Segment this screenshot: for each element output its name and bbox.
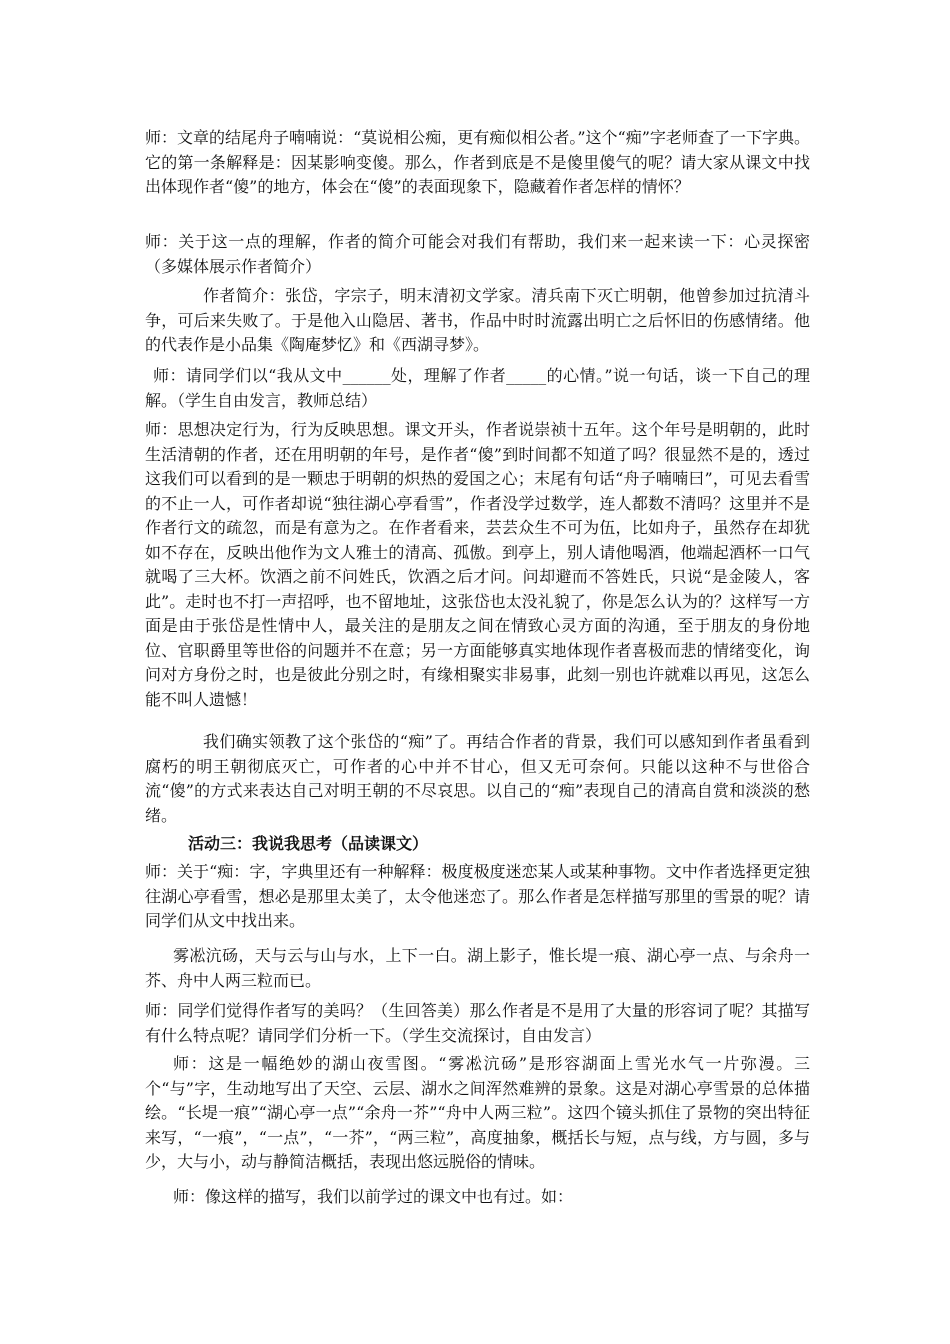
- paragraph-fill-in-prompt: 师：请同学们以“我从文中______处，理解了作者_____的心情。”说一句话，谈一下自己的理解。（学生自由发言，教师总结）: [145, 366, 810, 410]
- paragraph-summary-chi: 我们确实领教了这个张岱的“痴”了。再结合作者的背景，我们可以感知到作者虽看到腐朽的明王朝彻底灭亡，可作者的心中并不甘心，但又无可奈何。只能以这种不与世俗合流“傻”的方式来表达自己对明王朝的不尽哀思。以自己的“痴”表现自己的清高自赏和淡淡的愁绪。: [145, 732, 810, 825]
- paragraph-scene-analysis: 师：这是一幅绝妙的湖山夜雪图。“雾凇沆砀”是形容湖面上雪光水气一片弥漫。三个“与”字，生动地写出了天空、云层、湖水之间浑然难辨的景象。这是对湖心亭雪景的总体描绘。“长堤一痕”“湖心亭一点”“余舟一芥”“舟中人两三粒”。这四个镜头抓住了景物的突出特征来写，“一痕”，“一点”，“一芥”，“两三粒”，高度抽象，概括长与短，点与线，方与圆，多与少，大与小，动与静简洁概括，表现出悠远脱俗的情味。: [145, 1054, 810, 1171]
- paragraph-author-profile: 作者简介：张岱，字宗子，明末清初文学家。清兵南下灭亡明朝，他曾参加过抗清斗争，可后来失败了。于是他入山隐居、著书，作品中时时流露出明亡之后怀旧的伤感情绪。他的代表作是小品集《陶庵梦忆》和《西湖寻梦》。: [145, 286, 810, 354]
- paragraph-teacher-analysis: 师：思想决定行为，行为反映思想。课文开头，作者说崇祯十五年。这个年号是明朝的，此时生活清朝的作者，还在用明朝的年号，是作者“傻”到时间都不知道了吗？很显然不是的，透过这我们可以看到的是一颗忠于明朝的炽热的爱国之心；末尾有句话“舟子喃喃曰”，可见去看雪的不止一人，可作者却说“独往湖心亭看雪”，作者没学过数学，连人都数不清吗？这里并不是作者行文的疏忽，而是有意为之。在作者看来，芸芸众生不可为伍，比如舟子，虽然存在却犹如不存在，反映出他作为文人雅士的清高、孤傲。到亭上，别人请他喝酒，他端起酒杯一口气就喝了三大杯。饮酒之前不问姓氏，饮酒之后才问。问却避而不答姓氏，只说“是金陵人，客此”。走时也不打一声招呼，也不留地址，这张岱也太没礼貌了，你是怎么认为的？这样写一方面是由于张岱是性情中人，最关注的是朋友之间在情致心灵方面的沟通，至于朋友的身份地位、官职爵里等世俗的问题并不在意；另一方面能够真实地体现作者喜极而悲的情绪变化，询问对方身份之时，也是彼此分别之时，有缘相聚实非易事，此刻一别也许就难以再见，这怎么能不叫人遗憾！: [145, 420, 810, 709]
- activity-three-heading: 活动三：我说我思考（品读课文）: [188, 834, 429, 853]
- paragraph-quoted-text: 雾凇沆砀，天与云与山与水，上下一白。湖上影子，惟长堤一痕、湖心亭一点、与余舟一芥、舟中人两三粒而已。: [145, 946, 810, 990]
- paragraph-description-question: 师：同学们觉得作者写的美吗？（生回答美）那么作者是不是用了大量的形容词了呢？其描写有什么特点呢？请同学们分析一下。（学生交流探讨，自由发言）: [145, 1001, 810, 1045]
- paragraph-author-intro-lead: 师：关于这一点的理解，作者的简介可能会对我们有帮助，我们来一起来读一下：心灵探密（多媒体展示作者简介）: [145, 232, 810, 276]
- paragraph-teacher-question-chi: 师：文章的结尾舟子喃喃说：“莫说相公痴，更有痴似相公者。”这个“痴”字老师查了一下字典。它的第一条解释是：因某影响变傻。那么，作者到底是不是傻里傻气的呢？请大家从课文中找出体现作者“傻”的地方，体会在“傻”的表面现象下，隐藏着作者怎样的情怀？: [145, 128, 810, 196]
- paragraph-snow-scene-question: 师：关于“痴：字，字典里还有一种解释：极度极度迷恋某人或某种事物。文中作者选择更定独往湖心亭看雪，想必是那里太美了，太令他迷恋了。那么作者是怎样描写那里的雪景的呢？请同学们从文中找出来。: [145, 862, 810, 930]
- paragraph-similar-description: 师：像这样的描写，我们以前学过的课文中也有过。如：: [173, 1187, 574, 1206]
